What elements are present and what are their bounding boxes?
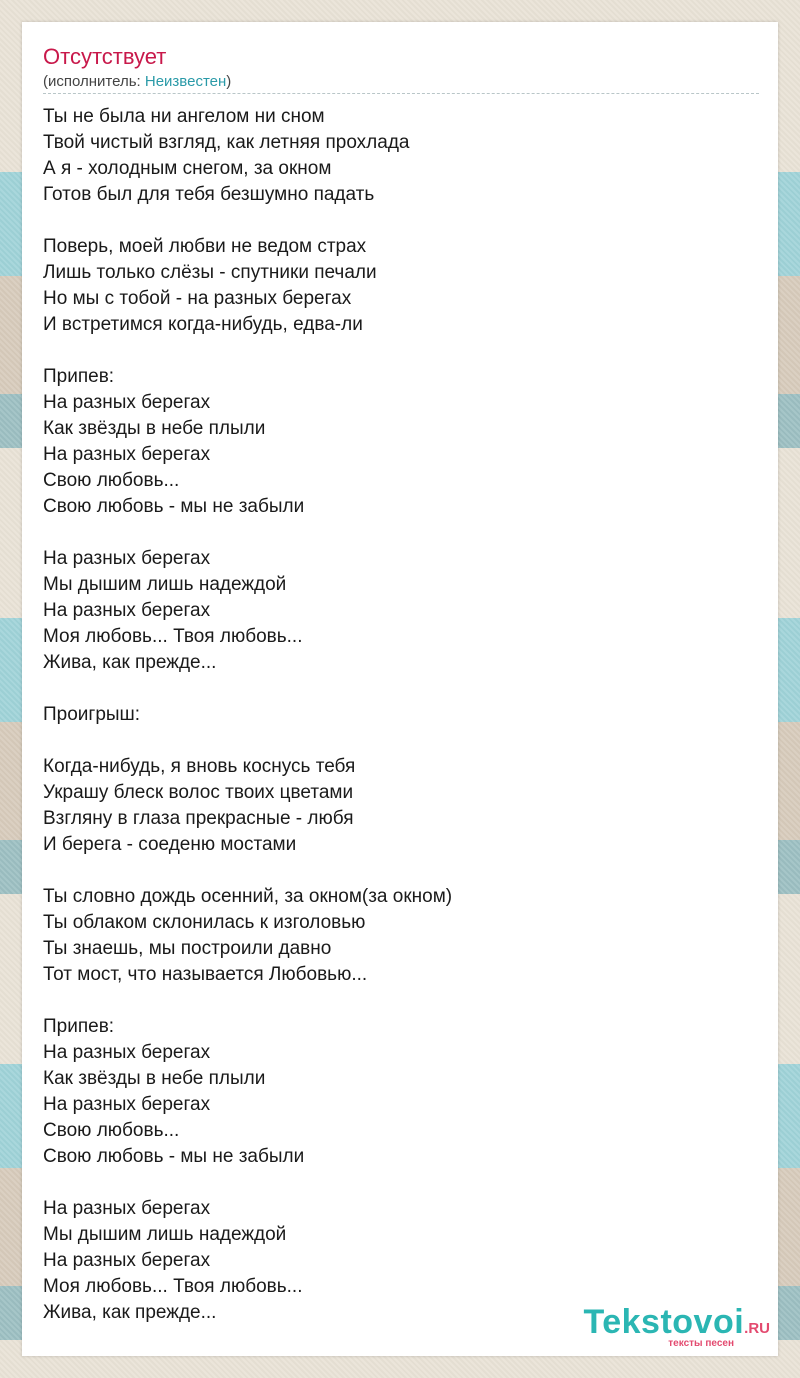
song-title: Отсутствует bbox=[43, 44, 167, 69]
site-logo[interactable] bbox=[560, 1304, 770, 1350]
lyric-line: Ты словно дождь осенний, за окном(за окном) bbox=[43, 886, 453, 907]
lyric-line: Мы дышим лишь надеждой bbox=[43, 574, 287, 595]
lyric-blank-line bbox=[43, 520, 743, 546]
lyric-line: Припев: bbox=[43, 366, 115, 387]
lyric-blank-line bbox=[43, 728, 743, 754]
lyric-blank-line bbox=[43, 988, 743, 1014]
lyric-line: На разных берегах bbox=[43, 1198, 211, 1219]
lyric-blank-line bbox=[43, 338, 743, 364]
lyric-line: Жива, как прежде... bbox=[43, 652, 217, 673]
lyric-line: И берега - соеденю мостами bbox=[43, 834, 297, 855]
lyric-line: Моя любовь... Твоя любовь... bbox=[43, 1276, 303, 1297]
lyric-line: Ты знаешь, мы построили давно bbox=[43, 938, 332, 959]
lyric-line: На разных берегах bbox=[43, 548, 211, 569]
lyric-line: Готов был для тебя безшумно падать bbox=[43, 184, 375, 205]
logo-domain: .RU bbox=[744, 1320, 770, 1337]
lyric-line: На разных берегах bbox=[43, 1042, 211, 1063]
lyric-line: Ты облаком склонилась к изголовью bbox=[43, 912, 366, 933]
lyric-line: Моя любовь... Твоя любовь... bbox=[43, 626, 303, 647]
performer-prefix: (исполнитель: bbox=[43, 73, 145, 90]
lyric-line: Взгляну в глаза прекрасные - любя bbox=[43, 808, 354, 829]
lyrics-card bbox=[22, 22, 778, 1356]
performer-line bbox=[43, 72, 231, 92]
lyric-line: Украшу блеск волос твоих цветами bbox=[43, 782, 354, 803]
lyric-line: На разных берегах bbox=[43, 600, 211, 621]
lyric-line: Лишь только слёзы - спутники печали bbox=[43, 262, 377, 283]
lyric-line: Как звёзды в небе плыли bbox=[43, 418, 266, 439]
lyric-line: Ты не была ни ангелом ни сном bbox=[43, 106, 325, 127]
lyric-blank-line bbox=[43, 858, 743, 884]
divider bbox=[43, 93, 759, 94]
performer-link[interactable]: Неизвестен bbox=[144, 73, 227, 90]
lyric-line: На разных берегах bbox=[43, 444, 211, 465]
lyric-line: На разных берегах bbox=[43, 1250, 211, 1271]
performer-suffix: ) bbox=[226, 73, 232, 90]
lyric-blank-line bbox=[43, 208, 743, 234]
lyric-line: И встретимся когда-нибудь, едва-ли bbox=[43, 314, 363, 335]
lyric-line: А я - холодным снегом, за окном bbox=[43, 158, 332, 179]
lyric-line: Твой чистый взгляд, как летняя прохлада bbox=[43, 132, 410, 153]
lyric-line: На разных берегах bbox=[43, 1094, 211, 1115]
lyric-line: Свою любовь... bbox=[43, 1120, 180, 1141]
lyric-line: Когда-нибудь, я вновь коснусь тебя bbox=[43, 756, 356, 777]
logo-tagline: тексты песен bbox=[668, 1338, 734, 1349]
lyrics-text bbox=[43, 104, 743, 1326]
lyric-line: Но мы с тобой - на разных берегах bbox=[43, 288, 352, 309]
lyric-line: Мы дышим лишь надеждой bbox=[43, 1224, 287, 1245]
lyric-blank-line bbox=[43, 676, 743, 702]
lyric-line: Свою любовь - мы не забыли bbox=[43, 1146, 305, 1167]
lyric-blank-line bbox=[43, 1170, 743, 1196]
lyric-line: На разных берегах bbox=[43, 392, 211, 413]
lyric-line: Проигрыш: bbox=[43, 704, 141, 725]
logo-name: Tekstovoi bbox=[583, 1303, 745, 1341]
lyric-line: Жива, как прежде... bbox=[43, 1302, 217, 1323]
lyric-line: Поверь, моей любви не ведом страх bbox=[43, 236, 367, 257]
lyric-line: Припев: bbox=[43, 1016, 115, 1037]
lyric-line: Как звёзды в небе плыли bbox=[43, 1068, 266, 1089]
lyric-line: Тот мост, что называется Любовью... bbox=[43, 964, 368, 985]
lyric-line: Свою любовь - мы не забыли bbox=[43, 496, 305, 517]
lyric-line: Свою любовь... bbox=[43, 470, 180, 491]
